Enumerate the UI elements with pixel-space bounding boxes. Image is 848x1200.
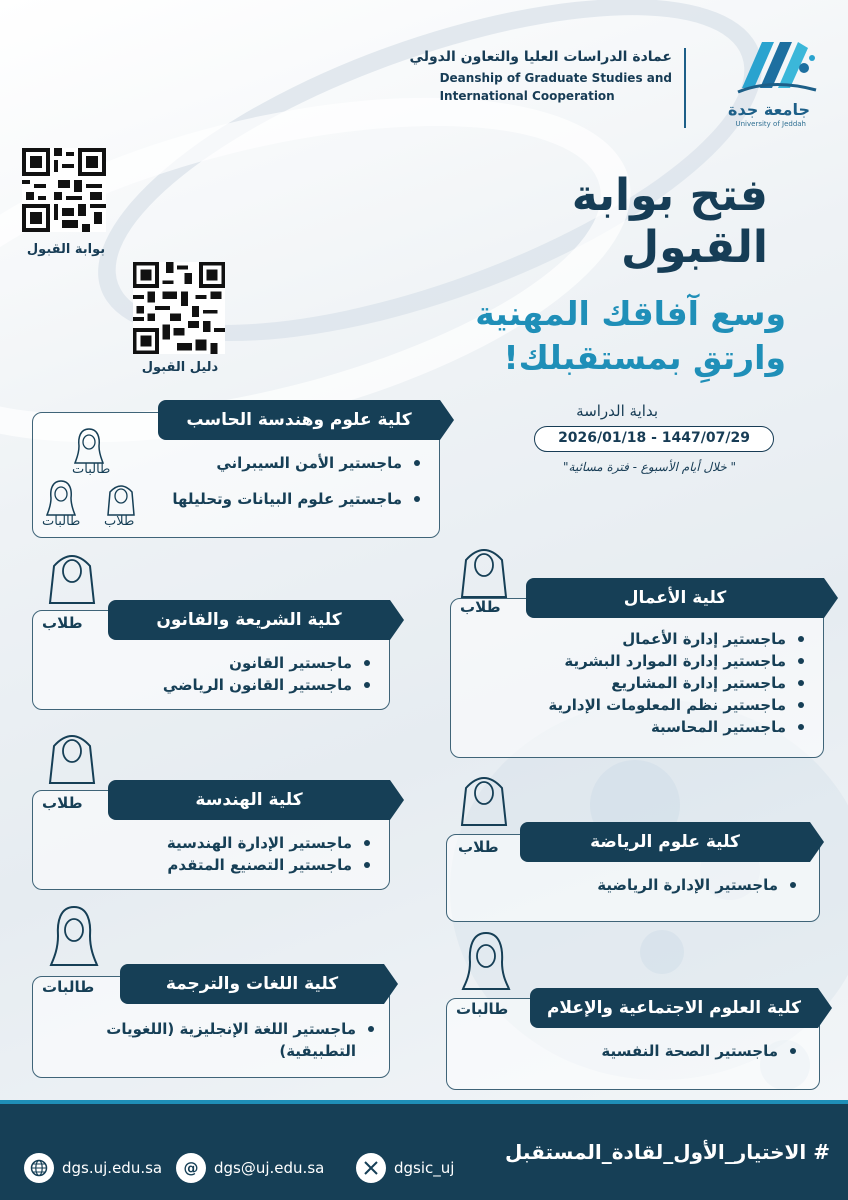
college-title-social: كلية العلوم الاجتماعية والإعلام <box>530 988 818 1028</box>
deanship-name-arabic: عمادة الدراسات العليا والتعاون الدولي <box>409 49 672 65</box>
college-title-engineering: كلية الهندسة <box>108 780 390 820</box>
tag-male: طلاب <box>104 514 135 529</box>
admission-guide-qr-label: دليل القبول <box>141 360 219 375</box>
logo-mark-icon <box>712 28 832 100</box>
program-list-engineering <box>124 832 374 876</box>
tag-male: طلاب <box>42 794 83 812</box>
x-logo-icon <box>356 1153 386 1183</box>
deanship-en-line-1: Deanship of Graduate Studies and <box>439 71 672 85</box>
male-student-icon <box>104 480 138 516</box>
college-title-sports: كلية علوم الرياضة <box>520 822 810 862</box>
page-subtitle <box>366 292 786 380</box>
study-start-label: بداية الدراسة <box>576 402 658 420</box>
tag-female: طالبات <box>72 462 111 477</box>
college-title-law: كلية الشريعة والقانون <box>108 600 390 640</box>
program-list-law <box>124 652 374 696</box>
tag-male: طلاب <box>458 838 499 856</box>
website-link[interactable] <box>24 1150 162 1186</box>
college-title-languages: كلية اللغات والترجمة <box>120 964 384 1004</box>
deanship-name-english <box>440 69 672 105</box>
program-item: ماجستير نظم المعلومات الإدارية <box>478 694 808 716</box>
tag-male: طلاب <box>42 614 83 632</box>
tag-female: طالبات <box>42 978 95 996</box>
tag-male: طلاب <box>460 598 501 616</box>
tag-female: طالبات <box>456 1000 509 1018</box>
footer-hashtag[interactable]: # الاختيار_الأول_لقادة_المستقبل <box>505 1140 830 1164</box>
globe-icon <box>24 1153 54 1183</box>
program-item: ماجستير التصنيع المتقدم <box>124 854 374 876</box>
female-student-icon <box>460 930 512 990</box>
social-text: dgsic_uj <box>394 1159 455 1177</box>
female-student-icon <box>44 478 78 516</box>
program-list-business <box>478 628 808 738</box>
program-item: ماجستير إدارة الموارد البشرية <box>478 650 808 672</box>
program-list-sports <box>500 874 800 896</box>
program-list-languages <box>78 1018 378 1062</box>
admission-portal-qr-label: بوابة القبول <box>26 242 106 257</box>
deanship-en-line-2: International Cooperation <box>439 89 615 103</box>
email-link[interactable] <box>176 1150 324 1186</box>
bg-bubble <box>640 930 684 974</box>
college-title-business: كلية الأعمال <box>526 578 824 618</box>
subtitle-line-1: وسع آفاقك المهنية <box>475 294 786 333</box>
subtitle-line-2: وارتقِ بمستقبلك! <box>503 338 786 377</box>
program-item: ماجستير إدارة الأعمال <box>478 628 808 650</box>
social-link[interactable] <box>356 1150 454 1186</box>
program-list-social <box>500 1040 800 1062</box>
program-item: ماجستير الإدارة الرياضية <box>500 874 800 896</box>
male-student-icon <box>456 768 512 826</box>
program-item: ماجستير الأمن السيبراني <box>144 452 424 474</box>
tag-female-2: طالبات <box>42 514 81 529</box>
university-logo <box>712 28 832 133</box>
study-start-note: " خلال أيام الأسبوع - فترة مسائية" <box>563 460 736 474</box>
program-item: ماجستير المحاسبة <box>478 716 808 738</box>
program-list-computing <box>144 452 424 510</box>
male-student-icon <box>44 726 100 784</box>
program-item: ماجستير علوم البيانات وتحليلها <box>144 488 424 510</box>
program-item: ماجستير القانون <box>124 652 374 674</box>
email-text: dgs@uj.edu.sa <box>214 1159 325 1177</box>
at-sign-icon: @ <box>176 1153 206 1183</box>
program-item: ماجستير القانون الرياضي <box>124 674 374 696</box>
study-start-dates: 2026/01/18 - 1447/07/29 <box>534 426 774 452</box>
logo-arabic: جامعة جدة <box>728 100 810 119</box>
female-student-icon <box>72 426 106 464</box>
website-text: dgs.uj.edu.sa <box>62 1159 163 1177</box>
male-student-icon <box>456 540 512 598</box>
title-line-2: القبول <box>621 222 768 273</box>
admission-portal-qr-code[interactable] <box>22 148 106 232</box>
page-title <box>448 170 768 274</box>
program-item: ماجستير اللغة الإنجليزية (اللغويات التطبيقية) <box>78 1018 378 1062</box>
program-item: ماجستير الصحة النفسية <box>500 1040 800 1062</box>
program-item: ماجستير الإدارة الهندسية <box>124 832 374 854</box>
header <box>409 28 832 138</box>
program-item: ماجستير إدارة المشاريع <box>478 672 808 694</box>
admission-guide-qr-code[interactable] <box>133 262 225 354</box>
header-divider <box>684 48 686 128</box>
female-student-icon <box>48 904 100 966</box>
male-student-icon <box>44 546 100 604</box>
college-title-computing: كلية علوم وهندسة الحاسب <box>158 400 440 440</box>
title-line-1: فتح بوابة <box>571 170 768 221</box>
logo-english: University of Jeddah <box>735 120 806 128</box>
